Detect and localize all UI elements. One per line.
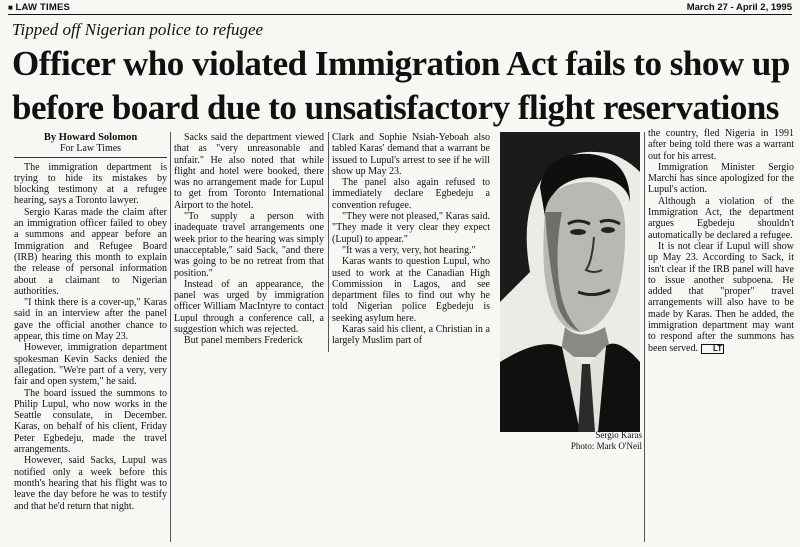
paragraph: Karas wants to question Lupul, who used to work at the Canadian High Commission in Lagos, and see department files to find out why he told Nigerian police Egbedeju is seeking asylum here.	[332, 256, 490, 324]
paragraph: It is not clear if Lupul will show up May 23. According to Sack, it isn't clear if the IRB panel will have to issue another subpoena. He added that "proper" travel arrangements will also have to be made by Karas. Then he added, the immigration department may want to respond after the summons has been served.	[648, 240, 794, 354]
article-column-4	[648, 128, 794, 458]
paragraph-with-end-mark	[648, 241, 794, 354]
byline-divider	[14, 157, 167, 158]
section-header-bar	[8, 2, 792, 15]
paragraph: "I think there is a cover-up," Karas said in an interview after the panel gave the official another chance to appear, this time on May 23.	[14, 297, 167, 343]
portrait-illustration	[500, 132, 640, 432]
paragraph: Sergio Karas made the claim after an immigration officer failed to obey a summons and appear before an Immigration and Refugee Board (IRB) hearing this month to explain the release of personal information about a claimant to Nigerian authorities.	[14, 206, 167, 297]
column-divider	[644, 132, 645, 542]
paragraph: Sacks said the department viewed that as "very unreasonable and unfair." He also noted that while flight and hotel were booked, there was no arrangement made for Lupul to get from Toronto International Airport to the hotel.	[174, 132, 324, 211]
paragraph: However, immigration department spokesman Kevin Sacks denied the allegation. "We're part of a very, very fair and open system," he said.	[14, 342, 167, 388]
article-column-3	[332, 132, 490, 352]
headline-line: Officer who violated Immigration Act fails to show up	[12, 44, 790, 83]
paragraph: But panel members Frederick	[184, 335, 303, 347]
photo-frame	[498, 128, 642, 428]
caption-credit: Photo: Mark O'Neil	[570, 440, 642, 451]
paragraph: "They were not pleased," Karas said. "They made it very clear they expect (Lupul) to appear."	[332, 211, 490, 245]
portrait-photo	[500, 132, 640, 432]
article-column-2	[174, 132, 324, 352]
paragraph: the country, fled Nigeria in 1991 after being told there was a warrant out for his arrest.	[648, 128, 794, 162]
paragraph: Immigration Minister Sergio Marchi has since apologized for the Lupul's action.	[648, 161, 794, 196]
byline-publication: For Law Times	[59, 143, 122, 155]
paragraph: "To supply a person with inadequate travel arrangements one week prior to the hearing was simply unacceptable," said Sack, "and there was going to be no retreat from that position."	[174, 211, 324, 279]
article-column-1	[14, 132, 167, 542]
paragraph: The panel also again refused to immediately declare Egbedeju a convention refugee.	[332, 177, 490, 211]
paragraph: Instead of an appearance, the panel was urged by immigration officer William MacIntyre to contact Lupul through a conference call, a suggestion which was rejected.	[174, 278, 324, 336]
article-headline	[12, 42, 792, 130]
paragraph: Clark and Sophie Nsiah-Yeboah also tabled Karas' demand that a warrant be issued to Lupul's arrest to see if he will show up May 23.	[332, 132, 490, 177]
photo-caption	[498, 430, 642, 451]
paragraph: However, said Sacks, Lupul was notified only a week before this month's hearing that his flight was to leave the day before he was to testify and that he'd return that night.	[14, 455, 167, 512]
byline	[14, 132, 167, 158]
caption-name: Sergio Karas	[595, 430, 642, 440]
column-divider	[170, 132, 171, 542]
byline-author: By Howard Solomon	[43, 132, 138, 143]
column-divider	[328, 132, 329, 352]
section-label: ■ LAW TIMES	[8, 2, 70, 14]
paragraph: The immigration department is trying to hide its mistakes by blocking testimony at a refugee hearing, says a Toronto lawyer.	[14, 161, 167, 207]
paragraph: Although a violation of the Immigration Act, the department argues Egbedeju shouldn't automatically be declared a refugee.	[648, 195, 794, 241]
headline-line: before board due to unsatisfactory flight reservations	[12, 88, 779, 127]
paragraph: "It was a very, very, hot hearing."	[342, 244, 476, 256]
end-of-story-mark: LT	[701, 344, 724, 354]
paragraph: The board issued the summons to Philip Lupul, who now works in the Seattle consulate, in December. Karas, on behalf of his client, Friday Peter Egbedeju, made the travel arrangements.	[14, 387, 167, 456]
issue-date: March 27 - April 2, 1995	[686, 2, 792, 13]
paragraph: Karas said his client, a Christian in a largely Muslim part of	[332, 324, 490, 347]
article-kicker: Tipped off Nigerian police to refugee	[12, 20, 264, 39]
